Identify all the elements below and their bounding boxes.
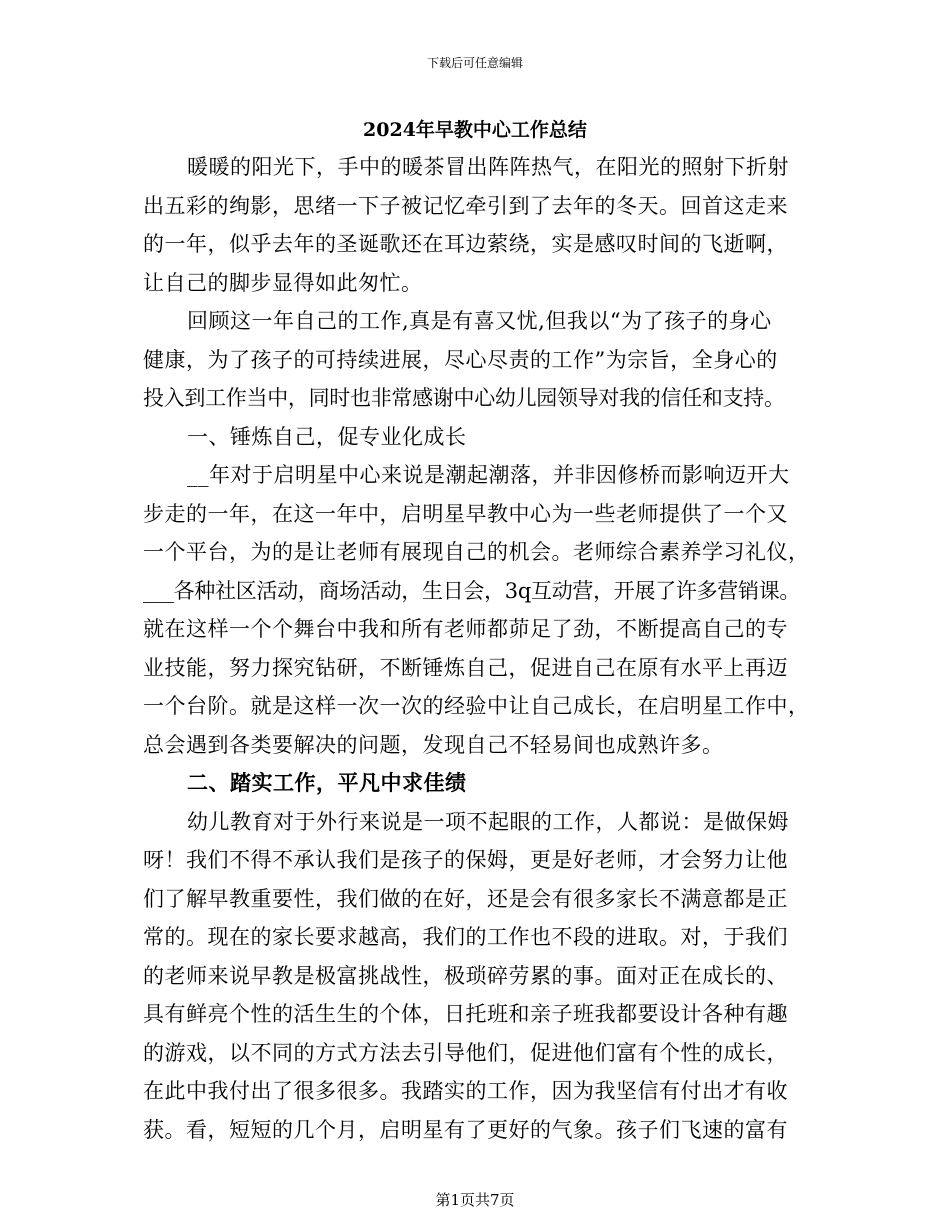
paragraph-line: 的游戏，以不同的方式方法去引导他们，促进他们富有个性的成长， [143, 1040, 788, 1065]
paragraph-line: ___各种社区活动，商场活动，生日会，3q互动营，开展了许多营销课。 [143, 578, 801, 603]
section-heading: 二、踏实工作，平凡中求佳绩 [187, 771, 467, 795]
paragraph-line: 常的。现在的家长要求越高，我们的工作也不段的进取。对，于我们 [143, 925, 788, 949]
paragraph-line: 出五彩的绚影，思绪一下子被记忆牵引到了去年的冬天。回首这走来 [143, 193, 788, 218]
paragraph-line: 暖暖的阳光下，手中的暖茶冒出阵阵热气，在阳光的照射下折射 [187, 155, 789, 179]
document-title: 2024年早教中心工作总结 [363, 119, 587, 141]
paragraph-line: 回顾这一年自己的工作,真是有喜又忧,但我以“为了孩子的身心 [187, 309, 772, 333]
paragraph-line: 健康，为了孩子的可持续进展，尽心尽责的工作”为宗旨，全身心的 [143, 347, 778, 372]
paragraph-line: 在此中我付出了很多很多。我踏实的工作，因为我坚信有付出才有收 [143, 1079, 788, 1103]
paragraph-line: 的一年，似乎去年的圣诞歌还在耳边萦绕，实是感叹时间的飞逝啊， [143, 232, 788, 256]
paragraph-line: 具有鲜亮个性的活生生的个体，日托班和亲子班我都要设计各种有趣 [143, 1002, 788, 1026]
paragraph-line: 获。看，短短的几个月，启明星有了更好的气象。孩子们飞速的富有 [143, 1117, 788, 1142]
paragraph-line: 投入到工作当中，同时也非常感谢中心幼儿园领导对我的信任和支持。 [143, 386, 785, 410]
document-body [143, 148, 809, 1149]
header-note: 下载后可任意编辑 [426, 56, 523, 70]
paragraph-line: 就在这样一个个舞台中我和所有老师都茆足了劲，不断提高自己的专 [143, 617, 788, 641]
paragraph-line: 一个台阶。就是这样一次一次的经验中让自己成长，在启明星工作中， [143, 694, 810, 718]
paragraph-line: 业技能，努力探究钻研，不断锤炼自己，促进自己在原有水平上再迈 [143, 655, 788, 680]
paragraph-line: 们了解早教重要性，我们做的在好，还是会有很多家长不满意都是正 [143, 886, 788, 911]
paragraph-line: 总会遇到各类要解决的问题，发现自己不轻易间也成熟许多。 [143, 732, 724, 757]
paragraph-line: 步走的一年，在这一年中，启明星早教中心为一些老师提供了一个又 [143, 501, 788, 526]
paragraph-line: 一个平台，为的是让老师有展现自己的机会。老师综合素养学习礼仪， [143, 540, 810, 564]
paragraph-line: 的老师来说早教是极富挑战性，极琐碎劳累的事。面对正在成长的、 [143, 963, 788, 988]
paragraph-line: __年对于启明星中心来说是潮起潮落，并非因修桥而影响迈开大 [187, 463, 790, 487]
section-heading: 一、锤炼自己，促专业化成长 [187, 424, 467, 449]
paragraph-line: 幼儿教育对于外行来说是一项不起眼的工作，人都说：是做保姆 [187, 809, 789, 834]
paragraph-line: 让自己的脚步显得如此匆忙。 [143, 270, 423, 295]
paragraph-line: 呀！我们不得不承认我们是孩子的保姆，更是好老师，才会努力让他 [143, 848, 788, 872]
page-number: 第1页共7页 [435, 1191, 515, 1209]
